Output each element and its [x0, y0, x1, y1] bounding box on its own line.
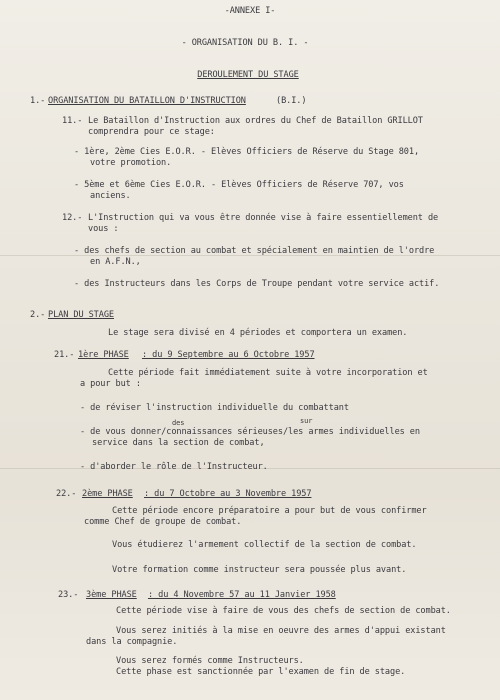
phase-1-label: 1ère PHASE: [78, 350, 129, 360]
paragraph-line: Cette période encore préparatoire a pour but de vous confirmer: [112, 506, 427, 516]
paragraph-12-number: 12.-: [62, 213, 83, 223]
paragraph-12-line: vous :: [88, 224, 119, 234]
organisation-heading: - ORGANISATION DU B. I. -: [181, 38, 309, 48]
paragraph-line: Cette période fait immédiatement suite à votre incorporation et: [108, 368, 428, 378]
bullet-line: - de réviser l'instruction individuelle du combattant: [80, 403, 349, 413]
bullet-line: votre promotion.: [90, 158, 172, 168]
section-2-number: 2.-: [30, 310, 46, 320]
paragraph-22-number: 22.-: [56, 489, 77, 499]
paragraph-11-line: comprendra pour ce stage:: [88, 127, 215, 137]
section-2-title: PLAN DU STAGE: [48, 310, 114, 320]
phase-2-label: 2ème PHASE: [82, 489, 133, 499]
paragraph-line: comme Chef de groupe de combat.: [84, 517, 242, 527]
paragraph-line: a pour but :: [80, 379, 141, 389]
bullet-line: - des chefs de section au combat et spécialement en maintien de l'ordre: [74, 246, 435, 256]
paragraph-line: Vous serez formés comme Instructeurs.: [116, 656, 304, 666]
bullet-line: - d'aborder le rôle de l'Instructeur.: [80, 462, 268, 472]
phase-2-dates: : du 7 Octobre au 3 Novembre 1957: [144, 489, 312, 499]
paragraph-line: Vous étudierez l'armement collectif de la section de combat.: [112, 540, 417, 550]
paragraph-21-number: 21.-: [54, 350, 75, 360]
annexe-heading: -ANNEXE I-: [224, 6, 276, 16]
phase-3-dates: : du 4 Novembre 57 au 11 Janvier 1958: [148, 590, 336, 600]
bullet-line: - 5ème et 6ème Cies E.O.R. - Elèves Officiers de Réserve 707, vos: [74, 180, 404, 190]
section-1-suffix: (B.I.): [276, 96, 307, 106]
deroulement-heading: DEROULEMENT DU STAGE: [197, 70, 299, 80]
section-1-number: 1.-: [30, 96, 46, 106]
bullet-line: service dans la section de combat,: [92, 438, 265, 448]
paragraph-23-number: 23.-: [58, 590, 79, 600]
handwritten-insert: des: [172, 419, 185, 427]
paragraph-12-line: L'Instruction qui va vous être donnée vise à faire essentiellement de: [88, 213, 439, 223]
bullet-line: - 1ère, 2ème Cies E.O.R. - Elèves Officiers de Réserve du Stage 801,: [74, 147, 420, 157]
phase-3-label: 3ème PHASE: [86, 590, 137, 600]
paragraph-line: Votre formation comme instructeur sera poussée plus avant.: [112, 565, 407, 575]
paragraph-line: dans la compagnie.: [86, 637, 178, 647]
section-2-intro: Le stage sera divisé en 4 périodes et comportera un examen.: [108, 328, 408, 338]
phase-1-dates: : du 9 Septembre au 6 Octobre 1957: [142, 350, 315, 360]
paragraph-line: Cette période vise à faire de vous des chefs de section de combat.: [116, 606, 451, 616]
section-1-title: ORGANISATION DU BATAILLON D'INSTRUCTION: [48, 96, 246, 106]
paragraph-11-line: Le Bataillon d'Instruction aux ordres du Chef de Bataillon GRILLOT: [88, 116, 423, 126]
paragraph-11-number: 11.-: [62, 116, 83, 126]
bullet-line: - de vous donner/connaissances sérieuses/les armes individuelles en: [80, 427, 420, 437]
paragraph-line: Vous serez initiés à la mise en oeuvre des armes d'appui existant: [116, 626, 446, 636]
bullet-line: - des Instructeurs dans les Corps de Troupe pendant votre service actif.: [74, 279, 440, 289]
bullet-line: anciens.: [90, 191, 131, 201]
handwritten-insert: sur: [300, 417, 313, 425]
bullet-line: en A.F.N.,: [90, 257, 141, 267]
paragraph-line: Cette phase est sanctionnée par l'examen de fin de stage.: [116, 667, 406, 677]
